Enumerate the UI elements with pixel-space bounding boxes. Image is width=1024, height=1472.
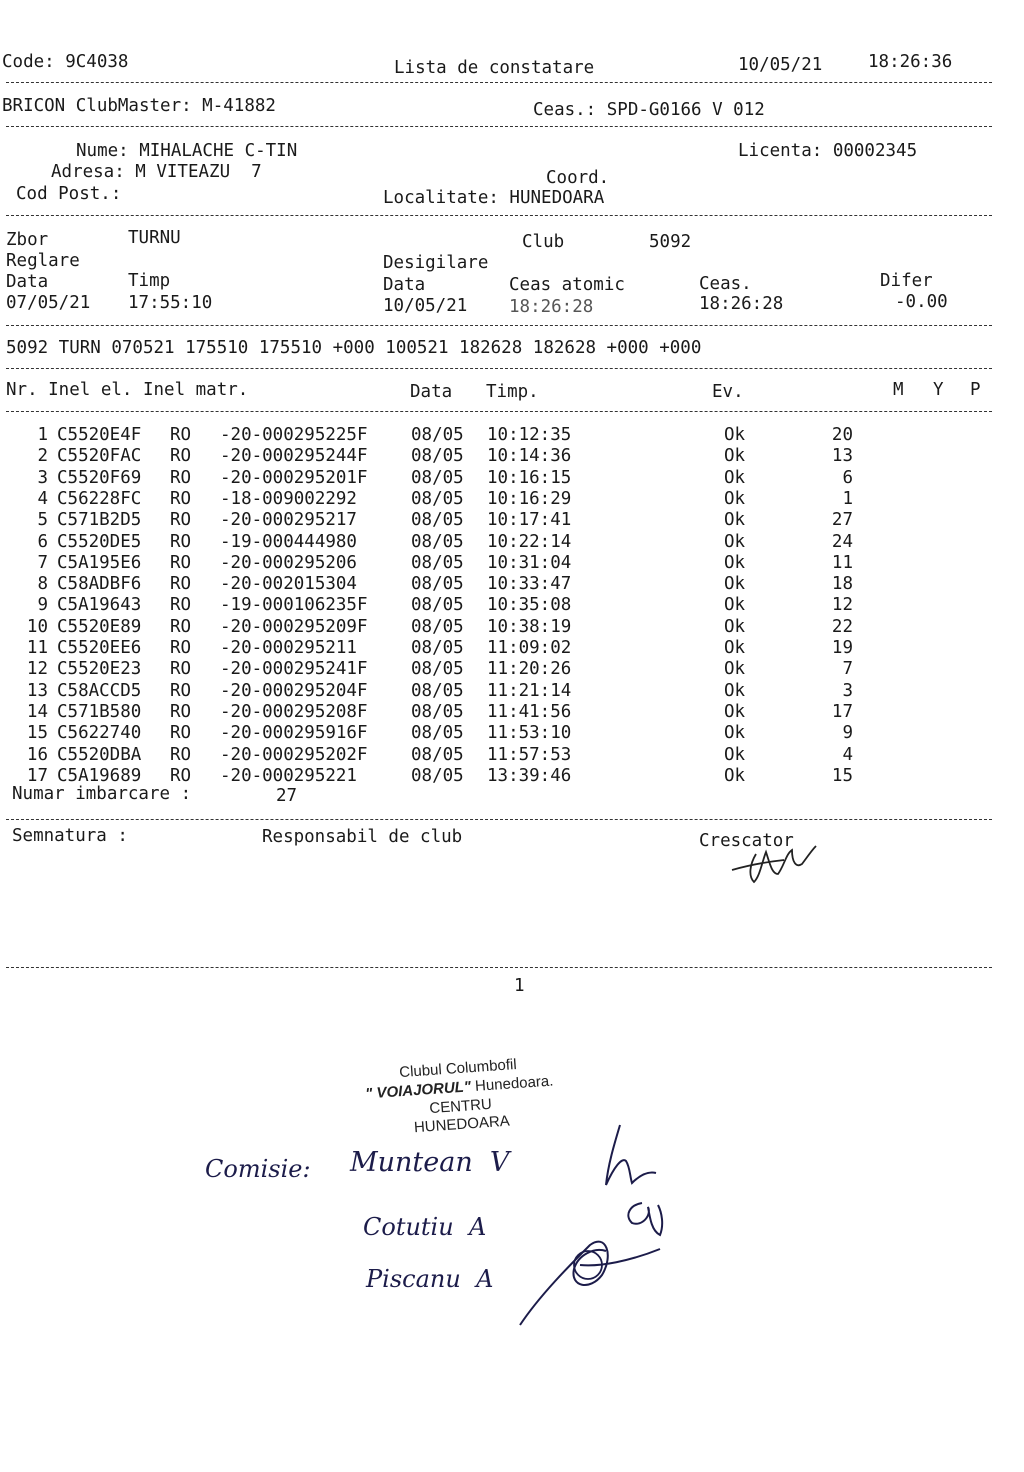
arrival-date: 08/05 — [411, 765, 464, 786]
position: 1 — [842, 488, 853, 509]
position: 24 — [831, 531, 853, 552]
club-responsible-label: Responsabil de club — [262, 827, 463, 847]
arrival-date: 08/05 — [411, 595, 464, 616]
locality: Localitate: HUNEDOARA — [383, 188, 605, 208]
table-row — [0, 725, 1024, 746]
country-code: RO — [170, 552, 192, 573]
arrival-time: 11:21:14 — [487, 680, 572, 701]
registration-ring: -19-000444980 — [220, 531, 357, 552]
event-status: Ok — [724, 467, 746, 488]
arrival-date: 08/05 — [411, 616, 464, 637]
table-header-time: Timp. — [486, 382, 539, 402]
row-number: 4 — [37, 488, 48, 509]
electronic-ring: C58ACCD5 — [57, 680, 142, 701]
table-row — [0, 616, 1024, 640]
row-number: 10 — [26, 616, 48, 637]
print-date: 10/05/21 — [738, 55, 823, 75]
stamp-line1: Clubul Columbofil — [398, 1055, 518, 1082]
registration-ring: -20-000295209F — [220, 616, 368, 637]
country-code: RO — [170, 744, 192, 765]
reglare-time: 17:55:10 — [128, 293, 213, 313]
arrival-time: 11:20:26 — [487, 659, 572, 680]
reglare-label: Reglare — [6, 251, 80, 271]
position: 6 — [842, 467, 853, 488]
separator — [6, 82, 992, 83]
position: 4 — [842, 744, 853, 765]
row-number: 3 — [37, 467, 48, 488]
zbor-value: TURNU — [128, 228, 181, 248]
atomic-clock-label: Ceas atomic — [509, 275, 625, 295]
arrival-time: 13:39:46 — [487, 765, 572, 786]
table-row — [0, 701, 1024, 725]
arrival-date: 08/05 — [411, 638, 464, 658]
event-status: Ok — [724, 595, 746, 616]
position: 19 — [831, 638, 853, 658]
separator — [6, 411, 992, 412]
arrival-time: 10:22:14 — [487, 531, 572, 552]
postal-code-label: Cod Post.: — [16, 184, 122, 204]
table-row — [0, 576, 1024, 597]
event-status: Ok — [724, 552, 746, 573]
electronic-ring: C5A19689 — [57, 765, 142, 786]
event-status: Ok — [724, 425, 746, 445]
position: 22 — [831, 616, 853, 637]
country-code: RO — [170, 595, 192, 616]
row-number: 6 — [37, 531, 48, 552]
boarding-count-value: 27 — [276, 786, 298, 806]
event-status: Ok — [724, 659, 746, 680]
position: 18 — [831, 574, 853, 595]
electronic-ring: C5520DE5 — [57, 531, 142, 552]
position: 17 — [831, 701, 853, 722]
country-code: RO — [170, 574, 192, 595]
registration-ring: -20-000295244F — [220, 446, 368, 467]
electronic-ring: C5520EE6 — [57, 638, 142, 658]
row-number: 13 — [26, 680, 48, 701]
registration-ring: -20-000295221 — [220, 765, 357, 786]
separator — [6, 967, 992, 968]
commission-member-3: Piscanu A — [366, 1265, 494, 1293]
event-status: Ok — [724, 701, 746, 722]
difer-value: -0.00 — [895, 292, 948, 312]
electronic-ring: C5A195E6 — [57, 552, 142, 573]
country-code: RO — [170, 467, 192, 488]
electronic-ring: C5520FAC — [57, 446, 142, 467]
event-status: Ok — [724, 531, 746, 552]
electronic-ring: C5622740 — [57, 723, 142, 744]
table-header-rings: Nr. Inel el. Inel matr. — [6, 380, 249, 400]
arrival-date: 08/05 — [411, 680, 464, 701]
position: 27 — [831, 510, 853, 531]
position: 3 — [842, 680, 853, 701]
table-row — [0, 467, 1024, 491]
country-code: RO — [170, 638, 192, 658]
country-code: RO — [170, 701, 192, 722]
owner-address: Adresa: M VITEAZU 7 — [51, 162, 262, 182]
arrival-time: 11:57:53 — [487, 744, 572, 765]
electronic-ring: C56228FC — [57, 488, 142, 509]
reglare-date: 07/05/21 — [6, 293, 91, 313]
arrival-time: 10:12:35 — [487, 425, 572, 445]
document-title: Lista de constatare — [394, 58, 595, 78]
stamp-club-name: " VOIAJORUL" — [364, 1077, 472, 1103]
registration-ring: -20-000295201F — [220, 467, 368, 488]
arrival-time: 11:41:56 — [487, 701, 572, 722]
desig-atomic-time: 18:26:28 — [509, 297, 594, 317]
electronic-ring: C5520F69 — [57, 467, 142, 488]
table-row — [0, 661, 1024, 682]
position: 15 — [831, 765, 853, 786]
country-code: RO — [170, 510, 192, 531]
table-header-ev: Ev. — [712, 382, 744, 402]
stamp-line3: CENTRU — [428, 1095, 493, 1117]
arrival-date: 08/05 — [411, 659, 464, 680]
country-code: RO — [170, 680, 192, 701]
row-number: 5 — [37, 510, 48, 531]
stamp-city: Hunedoara. — [470, 1072, 554, 1095]
position: 11 — [831, 552, 853, 573]
arrival-date: 08/05 — [411, 488, 464, 509]
row-number: 9 — [37, 595, 48, 616]
registration-ring: -20-000295208F — [220, 701, 368, 722]
table-header-m: M — [893, 380, 904, 400]
row-number: 12 — [26, 659, 48, 680]
timp-label: Timp — [128, 271, 171, 291]
arrival-date: 08/05 — [411, 425, 464, 445]
desig-date: 10/05/21 — [383, 296, 468, 316]
row-number: 17 — [26, 765, 48, 786]
desig-clock-time: 18:26:28 — [699, 294, 784, 314]
table-row — [0, 448, 1024, 469]
arrival-time: 10:14:36 — [487, 446, 572, 467]
event-status: Ok — [724, 744, 746, 765]
table-row — [0, 427, 1024, 448]
arrival-time: 11:53:10 — [487, 723, 572, 744]
table-row — [0, 488, 1024, 512]
country-code: RO — [170, 425, 192, 445]
table-header-y: Y — [933, 380, 944, 400]
position: 20 — [831, 425, 853, 445]
arrival-date: 08/05 — [411, 467, 464, 488]
event-status: Ok — [724, 680, 746, 701]
country-code: RO — [170, 659, 192, 680]
electronic-ring: C5520E23 — [57, 659, 142, 680]
event-status: Ok — [724, 723, 746, 744]
electronic-ring: C571B580 — [57, 701, 142, 722]
arrival-time: 10:33:47 — [487, 574, 572, 595]
arrival-time: 10:31:04 — [487, 552, 572, 573]
position: 12 — [831, 595, 853, 616]
registration-ring: -20-000295225F — [220, 425, 368, 445]
arrival-time: 10:38:19 — [487, 616, 572, 637]
table-row — [0, 597, 1024, 618]
registration-ring: -20-000295211 — [220, 638, 357, 658]
desig-data-label: Data — [383, 275, 426, 295]
registration-ring: -20-002015304 — [220, 574, 357, 595]
arrival-date: 08/05 — [411, 531, 464, 552]
country-code: RO — [170, 531, 192, 552]
page-number: 1 — [514, 976, 525, 996]
row-number: 7 — [37, 552, 48, 573]
event-status: Ok — [724, 574, 746, 595]
position: 9 — [842, 723, 853, 744]
signature-label: Semnatura : — [12, 826, 128, 846]
arrival-date: 08/05 — [411, 574, 464, 595]
clock-label: Ceas.: SPD-G0166 V 012 — [533, 100, 765, 120]
arrival-date: 08/05 — [411, 446, 464, 467]
club-value: 5092 — [649, 232, 692, 252]
arrival-date: 08/05 — [411, 552, 464, 573]
arrival-date: 08/05 — [411, 723, 464, 744]
registration-ring: -20-000295916F — [220, 723, 368, 744]
electronic-ring: C5520DBA — [57, 744, 142, 765]
arrival-time: 10:16:29 — [487, 488, 572, 509]
event-status: Ok — [724, 488, 746, 509]
commission-signatures — [510, 1115, 690, 1335]
arrival-date: 08/05 — [411, 510, 464, 531]
table-row — [0, 512, 1024, 533]
electronic-ring: C58ADBF6 — [57, 574, 142, 595]
row-number: 1 — [37, 425, 48, 445]
table-row — [0, 640, 1024, 661]
registration-ring: -19-000106235F — [220, 595, 368, 616]
code-label: Code: 9C4038 — [2, 52, 129, 72]
owner-name: Nume: MIHALACHE C-TIN — [76, 141, 298, 161]
table-row — [0, 531, 1024, 555]
arrival-date: 08/05 — [411, 701, 464, 722]
position: 13 — [831, 446, 853, 467]
separator — [6, 368, 992, 369]
registration-ring: -20-000295217 — [220, 510, 357, 531]
arrival-time: 11:09:02 — [487, 638, 572, 658]
electronic-ring: C5520E4F — [57, 425, 142, 445]
device-label: BRICON ClubMaster: M-41882 — [2, 96, 276, 116]
country-code: RO — [170, 488, 192, 509]
difer-label: Difer — [880, 271, 933, 291]
event-status: Ok — [724, 510, 746, 531]
country-code: RO — [170, 765, 192, 786]
desigilare-label: Desigilare — [383, 253, 489, 273]
event-status: Ok — [724, 616, 746, 637]
registration-ring: -20-000295206 — [220, 552, 357, 573]
row-number: 16 — [26, 744, 48, 765]
row-number: 8 — [37, 574, 48, 595]
registration-ring: -20-000295202F — [220, 744, 368, 765]
table-row — [0, 744, 1024, 768]
breeder-signature — [726, 840, 826, 890]
data-label: Data — [6, 272, 49, 292]
commission-member-1: Muntean V — [350, 1147, 510, 1178]
electronic-ring: C5A19643 — [57, 595, 142, 616]
breeder-label: Crescator — [699, 831, 794, 851]
electronic-ring: C5520E89 — [57, 616, 142, 637]
registration-ring: -20-000295204F — [220, 680, 368, 701]
row-number: 11 — [26, 638, 48, 658]
event-status: Ok — [724, 638, 746, 658]
arrival-time: 10:17:41 — [487, 510, 572, 531]
arrival-date: 08/05 — [411, 744, 464, 765]
country-code: RO — [170, 723, 192, 744]
table-header-date: Data — [410, 382, 453, 402]
table-row — [0, 680, 1024, 704]
table-header-p: P — [970, 380, 981, 400]
separator — [6, 215, 992, 216]
registration-ring: -18-009002292 — [220, 488, 357, 509]
summary-line: 5092 TURN 070521 175510 175510 +000 100521 182628 182628 +000 +000 — [6, 338, 702, 358]
zbor-label: Zbor — [6, 230, 49, 250]
print-time: 18:26:36 — [868, 52, 953, 72]
boarding-count-label: Numar imbarcare : — [12, 784, 192, 804]
event-status: Ok — [724, 765, 746, 786]
club-label: Club — [522, 232, 565, 252]
coord-label: Coord. — [546, 168, 610, 188]
separator — [6, 819, 992, 820]
event-status: Ok — [724, 446, 746, 467]
stamp-line4: HUNEDOARA — [413, 1112, 511, 1137]
country-code: RO — [170, 446, 192, 467]
arrival-time: 10:16:15 — [487, 467, 572, 488]
position: 7 — [842, 659, 853, 680]
electronic-ring: C571B2D5 — [57, 510, 142, 531]
separator — [6, 126, 992, 127]
row-number: 2 — [37, 446, 48, 467]
row-number: 15 — [26, 723, 48, 744]
commission-member-2: Cotutiu A — [363, 1213, 487, 1241]
country-code: RO — [170, 616, 192, 637]
separator — [6, 325, 992, 326]
ceas-label: Ceas. — [699, 274, 752, 294]
registration-ring: -20-000295241F — [220, 659, 368, 680]
license-number: Licenta: 00002345 — [738, 141, 918, 161]
commission-label: Comisie: — [205, 1155, 311, 1183]
arrival-time: 10:35:08 — [487, 595, 572, 616]
table-row — [0, 552, 1024, 576]
row-number: 14 — [26, 701, 48, 722]
